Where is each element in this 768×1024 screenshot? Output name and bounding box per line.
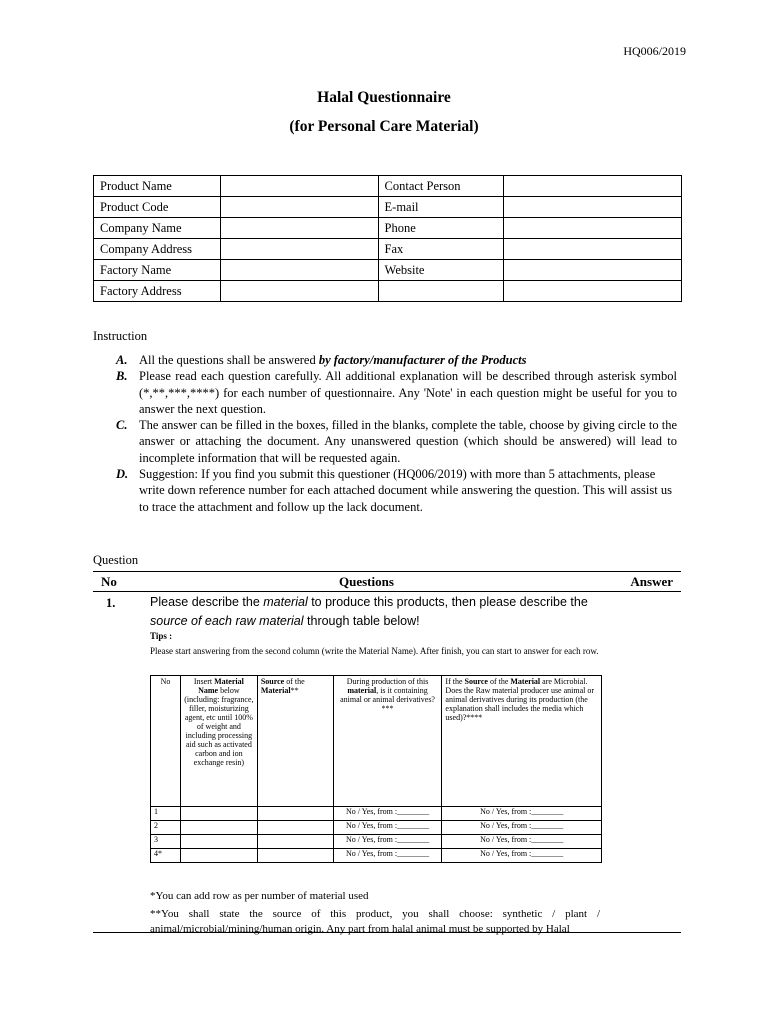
info-row (94, 281, 682, 302)
footnotes (150, 889, 600, 937)
footnote-2: **You shall state the source of this product, you shall choose: synthetic / plant / animal/microbial/mining/human origin. Any part from halal animal must be supported by Halal (150, 908, 600, 935)
question-text (150, 593, 610, 631)
col-microbial: If the Source of the Material are Microbial. Does the Raw material producer use animal or animal derivatives during its production (the explanation shall includes the media which used)?**** (442, 676, 602, 807)
info-value-field[interactable] (220, 260, 378, 281)
info-value-field[interactable] (220, 239, 378, 260)
info-label (378, 281, 504, 302)
info-row (94, 218, 682, 239)
material-source-field[interactable] (257, 835, 333, 849)
material-name-field[interactable] (180, 807, 257, 821)
question-text-part: to produce this products, then please describe the (307, 595, 588, 609)
instruction-text: All the questions shall be answered (139, 353, 319, 367)
microbial-answer[interactable]: No / Yes, from :________ (442, 821, 602, 835)
instruction-c (116, 417, 677, 466)
instruction-list (116, 352, 677, 515)
instruction-b (116, 368, 677, 417)
info-row (94, 239, 682, 260)
instruction-a (116, 352, 677, 368)
info-label: Website (378, 260, 504, 281)
tips-heading: Tips : (150, 631, 173, 641)
row-number: 4* (151, 849, 181, 863)
table-row (151, 849, 602, 863)
question-text-emphasis: material (263, 595, 308, 609)
material-source-field[interactable] (257, 849, 333, 863)
question-text-emphasis: source of each raw material (150, 614, 304, 628)
col-source: Source of the Material** (257, 676, 333, 807)
material-name-field[interactable] (180, 835, 257, 849)
info-label: Factory Address (94, 281, 221, 302)
info-label: E-mail (378, 197, 504, 218)
question-table-header (93, 571, 681, 592)
info-value-field[interactable] (504, 260, 682, 281)
col-no: No (151, 676, 181, 807)
question-text-part: Please describe the (150, 595, 264, 609)
material-source-field[interactable] (257, 821, 333, 835)
info-label: Phone (378, 218, 504, 239)
instruction-emphasis: by factory/manufacturer of the Products (318, 353, 527, 367)
row-number: 3 (151, 835, 181, 849)
info-label: Factory Name (94, 260, 221, 281)
row-number: 2 (151, 821, 181, 835)
info-value-field[interactable] (504, 176, 682, 197)
table-row (151, 821, 602, 835)
info-value-field[interactable] (504, 218, 682, 239)
instruction-heading: Instruction (93, 329, 148, 343)
info-label: Fax (378, 239, 504, 260)
instruction-text: The answer can be filled in the boxes, filled in the blanks, complete the table, choose by giving circle to the answer or attaching the document. Any unanswered question (which should be answered) will lead to incomplete information that will be requested again. (139, 418, 677, 465)
question-label: Question (93, 553, 139, 567)
info-value-field[interactable] (220, 176, 378, 197)
col-animal-derivative: During production of this material, is it containing animal or animal derivatives? *** (333, 676, 442, 807)
question-text-part: through table below! (303, 614, 420, 628)
material-name-field[interactable] (180, 821, 257, 835)
instruction-marker: B. (116, 369, 128, 384)
info-value-field[interactable] (504, 281, 682, 302)
info-value-field[interactable] (220, 197, 378, 218)
instruction-marker: C. (116, 418, 128, 433)
info-value-field[interactable] (220, 281, 378, 302)
microbial-answer[interactable]: No / Yes, from :________ (442, 835, 602, 849)
document-code: HQ006/2019 (623, 44, 686, 58)
material-table (150, 675, 602, 863)
col-material-name: Insert Material Name below (including: fragrance, filler, moisturizing agent, etc until 100% of weight and including processing aid such as activated carbon and ion exchange resin) (180, 676, 257, 807)
animal-derivative-answer[interactable]: No / Yes, from :________ (333, 807, 442, 821)
header-no: No (101, 574, 117, 589)
info-label: Contact Person (378, 176, 504, 197)
info-label: Company Name (94, 218, 221, 239)
product-info-table (93, 175, 682, 302)
tips-text: Please start answering from the second column (write the Material Name). After finish, you can start to answer for each row. (150, 646, 599, 656)
info-label: Company Address (94, 239, 221, 260)
page-divider (93, 932, 681, 933)
instruction-marker: A. (116, 353, 128, 367)
animal-derivative-answer[interactable]: No / Yes, from :________ (333, 835, 442, 849)
question-number: 1. (106, 596, 116, 610)
microbial-answer[interactable]: No / Yes, from :________ (442, 807, 602, 821)
instruction-text: Please read each question carefully. All additional explanation will be described through asterisk symbol (*,**,***,****) for each number of questionnaire. Any 'Note' in each question might be useful for you to answer the next question. (139, 369, 677, 416)
info-row (94, 176, 682, 197)
info-value-field[interactable] (220, 218, 378, 239)
table-row (151, 835, 602, 849)
material-name-field[interactable] (180, 849, 257, 863)
animal-derivative-answer[interactable]: No / Yes, from :________ (333, 849, 442, 863)
instruction-d (116, 466, 677, 515)
header-questions: Questions (339, 574, 394, 589)
instruction-marker: D. (116, 467, 129, 482)
info-label: Product Name (94, 176, 221, 197)
info-row (94, 260, 682, 281)
header-answer: Answer (630, 574, 673, 589)
microbial-answer[interactable]: No / Yes, from :________ (442, 849, 602, 863)
material-table-header (151, 676, 602, 807)
info-value-field[interactable] (504, 197, 682, 218)
footnote-1: *You can add row as per number of material used (150, 890, 369, 902)
row-number: 1 (151, 807, 181, 821)
material-source-field[interactable] (257, 807, 333, 821)
info-value-field[interactable] (504, 239, 682, 260)
page-title: Halal Questionnaire (317, 89, 451, 106)
instruction-text: Suggestion: If you find you submit this questioner (HQ006/2019) with more than 5 attachments, please write down reference number for each attached document while answering the question. This will assist us to trace the attachment and follow up the lack document. (139, 467, 672, 514)
info-row (94, 197, 682, 218)
page-subtitle: (for Personal Care Material) (289, 118, 479, 135)
info-label: Product Code (94, 197, 221, 218)
animal-derivative-answer[interactable]: No / Yes, from :________ (333, 821, 442, 835)
table-row (151, 807, 602, 821)
